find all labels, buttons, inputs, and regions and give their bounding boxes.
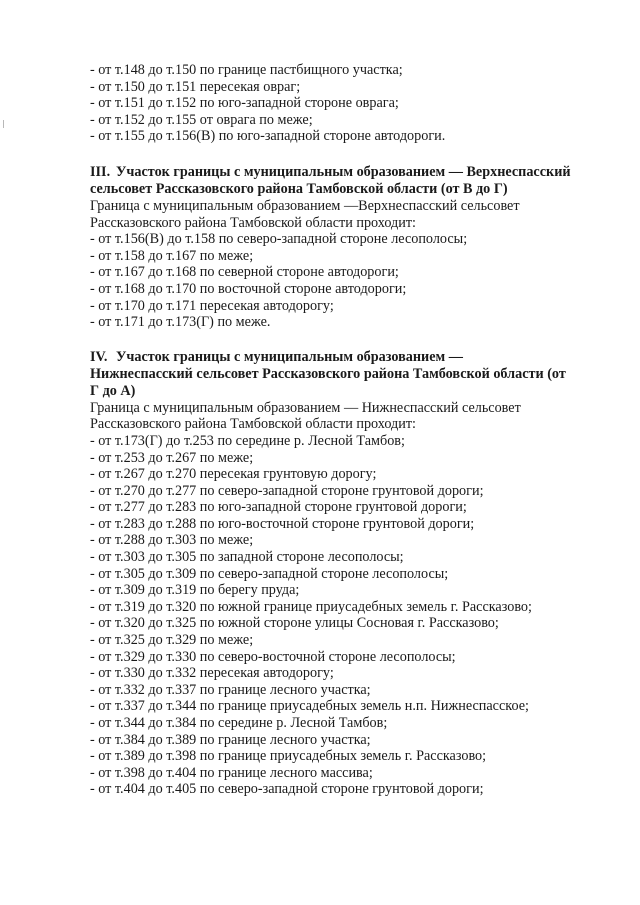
spacer: [90, 145, 610, 164]
list-item: - от т.155 до т.156(В) по юго-западной стороне автодороги.: [90, 128, 446, 145]
section-intro-line: Рассказовского района Тамбовской области проходит:: [90, 214, 416, 231]
list-item: - от т.156(В) до т.158 по северо-западной стороне лесополосы;: [90, 231, 468, 248]
list-item: - от т.152 до т.155 от оврага по меже;: [90, 111, 313, 128]
list-item: - от т.332 до т.337 по границе лесного участка;: [90, 681, 371, 698]
list-item: - от т.329 до т.330 по северо-восточной стороне лесополосы;: [90, 648, 456, 665]
list-item: - от т.404 до т.405 по северо-западной стороне грунтовой дороги;: [90, 781, 484, 798]
list-item: - от т.270 до т.277 по северо-западной стороне грунтовой дороги;: [90, 482, 484, 499]
list-item: - от т.305 до т.309 по северо-западной стороне лесополосы;: [90, 565, 449, 582]
list-item: - от т.389 до т.398 по границе приусадебных земель г. Рассказово;: [90, 748, 487, 765]
list-item: - от т.267 до т.270 пересекая грунтовую дорогу;: [90, 466, 377, 483]
section-intro-line: Рассказовского района Тамбовской области проходит:: [90, 416, 416, 433]
list-item: - от т.309 до т.319 по берегу пруда;: [90, 582, 300, 599]
list-item: - от т.320 до т.325 по южной стороне улицы Сосновая г. Рассказово;: [90, 615, 499, 632]
list-item: - от т.325 до т.329 по меже;: [90, 632, 254, 649]
section-heading-line: Нижнеспасский сельсовет Рассказовского района Тамбовской области (от: [90, 365, 566, 382]
section-4: [90, 349, 610, 798]
list-item: - от т.277 до т.283 по юго-западной стороне грунтовой дороги;: [90, 499, 467, 516]
list-item: - от т.330 до т.332 пересекая автодорогу;: [90, 665, 334, 682]
list-item: - от т.173(Г) до т.253 по середине р. Лесной Тамбов;: [90, 432, 405, 449]
continuation-list: [90, 62, 610, 145]
section-heading: [90, 349, 610, 366]
section-heading-line: Участок границы с муниципальным образованием — Верхнеспасский: [116, 163, 571, 180]
list-item: - от т.384 до т.389 по границе лесного участка;: [90, 731, 371, 748]
section-number: III.: [90, 163, 111, 180]
list-item: - от т.167 до т.168 по северной стороне автодороги;: [90, 264, 399, 281]
list-item: - от т.288 до т.303 по меже;: [90, 532, 254, 549]
list-item: - от т.319 до т.320 по южной границе приусадебных земель г. Рассказово;: [90, 598, 532, 615]
list-item: - от т.168 до т.170 по восточной стороне автодороги;: [90, 280, 407, 297]
section-heading-line: Г до А): [90, 382, 136, 399]
section-number: IV.: [90, 348, 108, 365]
section-heading-line: сельсовет Рассказовского района Тамбовской области (от В до Г): [90, 180, 508, 197]
section-intro-line: Граница с муниципальным образованием — Нижнеспасский сельсовет: [90, 399, 521, 416]
section-3: [90, 164, 610, 331]
document-body: [90, 62, 610, 798]
list-item: - от т.148 до т.150 по границе пастбищного участка;: [90, 62, 403, 78]
list-item: - от т.337 до т.344 по границе приусадебных земель н.п. Нижнеспасское;: [90, 698, 529, 715]
scan-margin-mark: [3, 120, 4, 128]
list-item: - от т.170 до т.171 пересекая автодорогу;: [90, 297, 334, 314]
section-heading-line: Участок границы с муниципальным образованием —: [116, 348, 463, 365]
list-item: - от т.398 до т.404 по границе лесного массива;: [90, 764, 373, 781]
list-item: - от т.253 до т.267 по меже;: [90, 449, 254, 466]
list-item: - от т.344 до т.384 по середине р. Лесной Тамбов;: [90, 715, 388, 731]
spacer: [90, 331, 610, 349]
list-item: - от т.158 до т.167 по меже;: [90, 247, 254, 264]
section-heading: [90, 164, 610, 181]
list-item: - от т.150 до т.151 пересекая овраг;: [90, 78, 301, 95]
list-item: - от т.283 до т.288 по юго-восточной стороне грунтовой дороги;: [90, 515, 475, 532]
section-intro-line: Граница с муниципальным образованием —Верхнеспасский сельсовет: [90, 197, 520, 214]
list-item: - от т.151 до т.152 по юго-западной стороне оврага;: [90, 95, 399, 112]
list-item: - от т.303 до т.305 по западной стороне лесополосы;: [90, 549, 404, 566]
list-item: - от т.171 до т.173(Г) по меже.: [90, 314, 271, 331]
